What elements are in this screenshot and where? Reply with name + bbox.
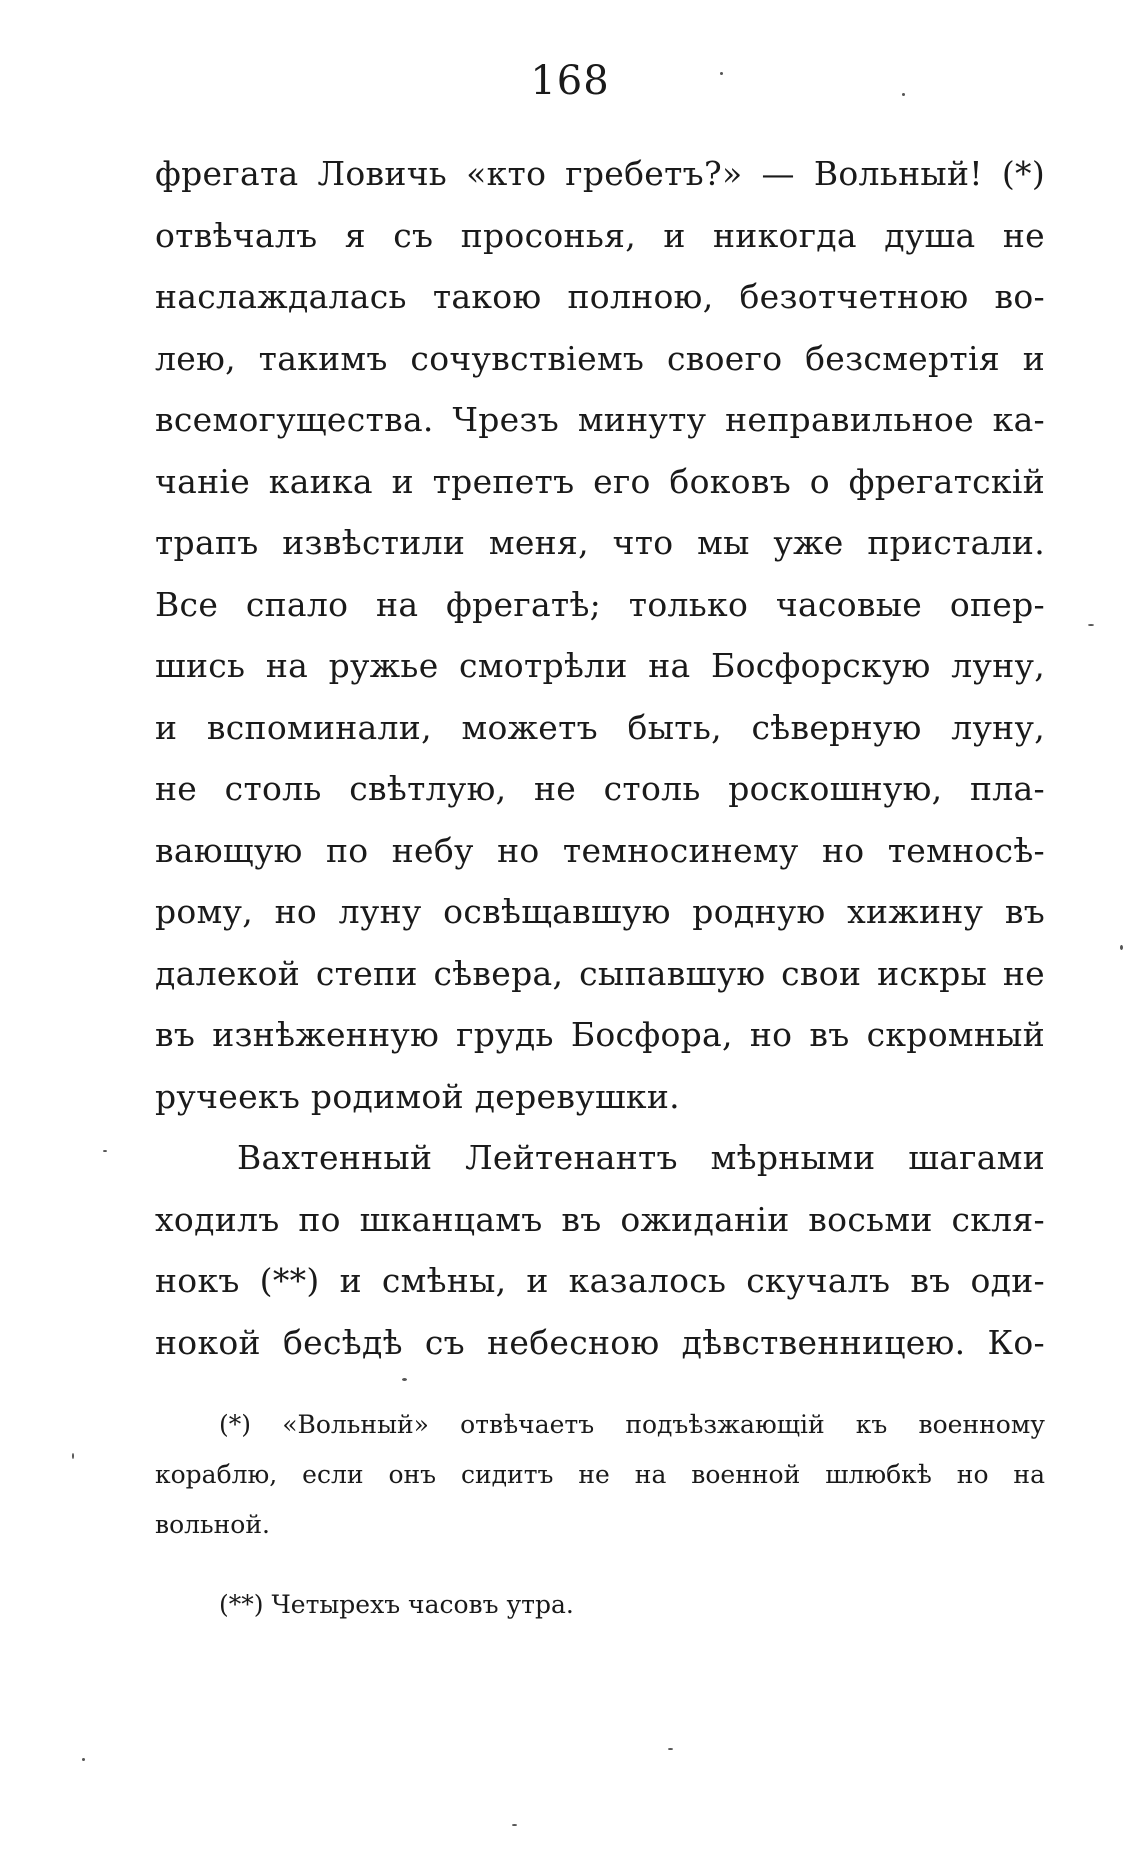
footnote-line: (*) «Вольный» отвѣчаетъ подъѣзжающій къ военному — [219, 1410, 1045, 1439]
text-line: отвѣчалъ я съ просонья, и никогда душа не — [155, 215, 1045, 255]
text-line: Все спало на фрегатѣ; только часовые опер- — [155, 584, 1045, 624]
footnote-line: (**) Четырехъ часовъ утра. — [219, 1590, 574, 1619]
text-line: фрегата Ловичь «кто гребетъ?» — Вольный! (*) — [155, 154, 1045, 193]
text-line: всемогущества. Чрезъ минуту неправильное ка- — [155, 400, 1045, 439]
footnote-line: кораблю, если онъ сидитъ не на военной шлюбкѣ но на — [155, 1460, 1045, 1489]
scan-speck — [1120, 945, 1123, 950]
text-line: чаніе каика и трепетъ его боковъ о фрегатскій — [155, 461, 1045, 501]
scan-speck — [103, 1150, 107, 1152]
text-line: рому, но луну освѣщавшую родную хижину въ — [155, 892, 1045, 931]
footnote-line: вольной. — [155, 1510, 270, 1539]
scan-speck — [82, 1758, 85, 1761]
text-line: ходилъ по шканцамъ въ ожиданіи восьми скля- — [155, 1199, 1045, 1239]
page-number: 168 — [530, 58, 610, 104]
footnotes — [155, 1400, 1045, 1630]
text-line: ручеекъ родимой деревушки. — [155, 1076, 680, 1116]
text-line: не столь свѣтлую, не столь роскошную, пла- — [155, 769, 1045, 808]
text-line: въ изнѣженную грудь Босфора, но въ скромный — [155, 1015, 1045, 1054]
scan-speck — [668, 1748, 673, 1750]
text-line: наслаждалась такою полною, безотчетною во- — [155, 277, 1045, 316]
text-line: и вспоминали, можетъ быть, сѣверную луну, — [155, 707, 1045, 747]
scan-speck — [1088, 624, 1094, 626]
text-line: Вахтенный Лейтенантъ мѣрными шагами — [237, 1138, 1045, 1177]
text-line: шись на ружье смотрѣли на Босфорскую луну, — [155, 646, 1045, 685]
text-line: лею, такимъ сочувствіемъ своего безсмертія и — [155, 338, 1045, 378]
scan-speck — [720, 72, 723, 75]
scan-speck — [902, 93, 905, 96]
scan-speck — [402, 1378, 407, 1381]
text-line: вающую по небу но темносинему но темносѣ- — [155, 830, 1045, 870]
text-line: нокъ (**) и смѣны, и казалось скучалъ въ оди- — [155, 1261, 1045, 1300]
text-line: далекой степи сѣвера, сыпавшую свои искры не — [155, 953, 1045, 993]
text-line: трапъ извѣстили меня, что мы уже пристали. — [155, 523, 1045, 562]
scan-speck — [512, 1824, 517, 1826]
main-text — [155, 143, 1045, 1373]
scan-speck — [72, 1453, 74, 1459]
footnote-spacer — [155, 1550, 1045, 1580]
text-line: нокой бесѣдѣ съ небесною дѣвственницею. Ко- — [155, 1322, 1045, 1362]
